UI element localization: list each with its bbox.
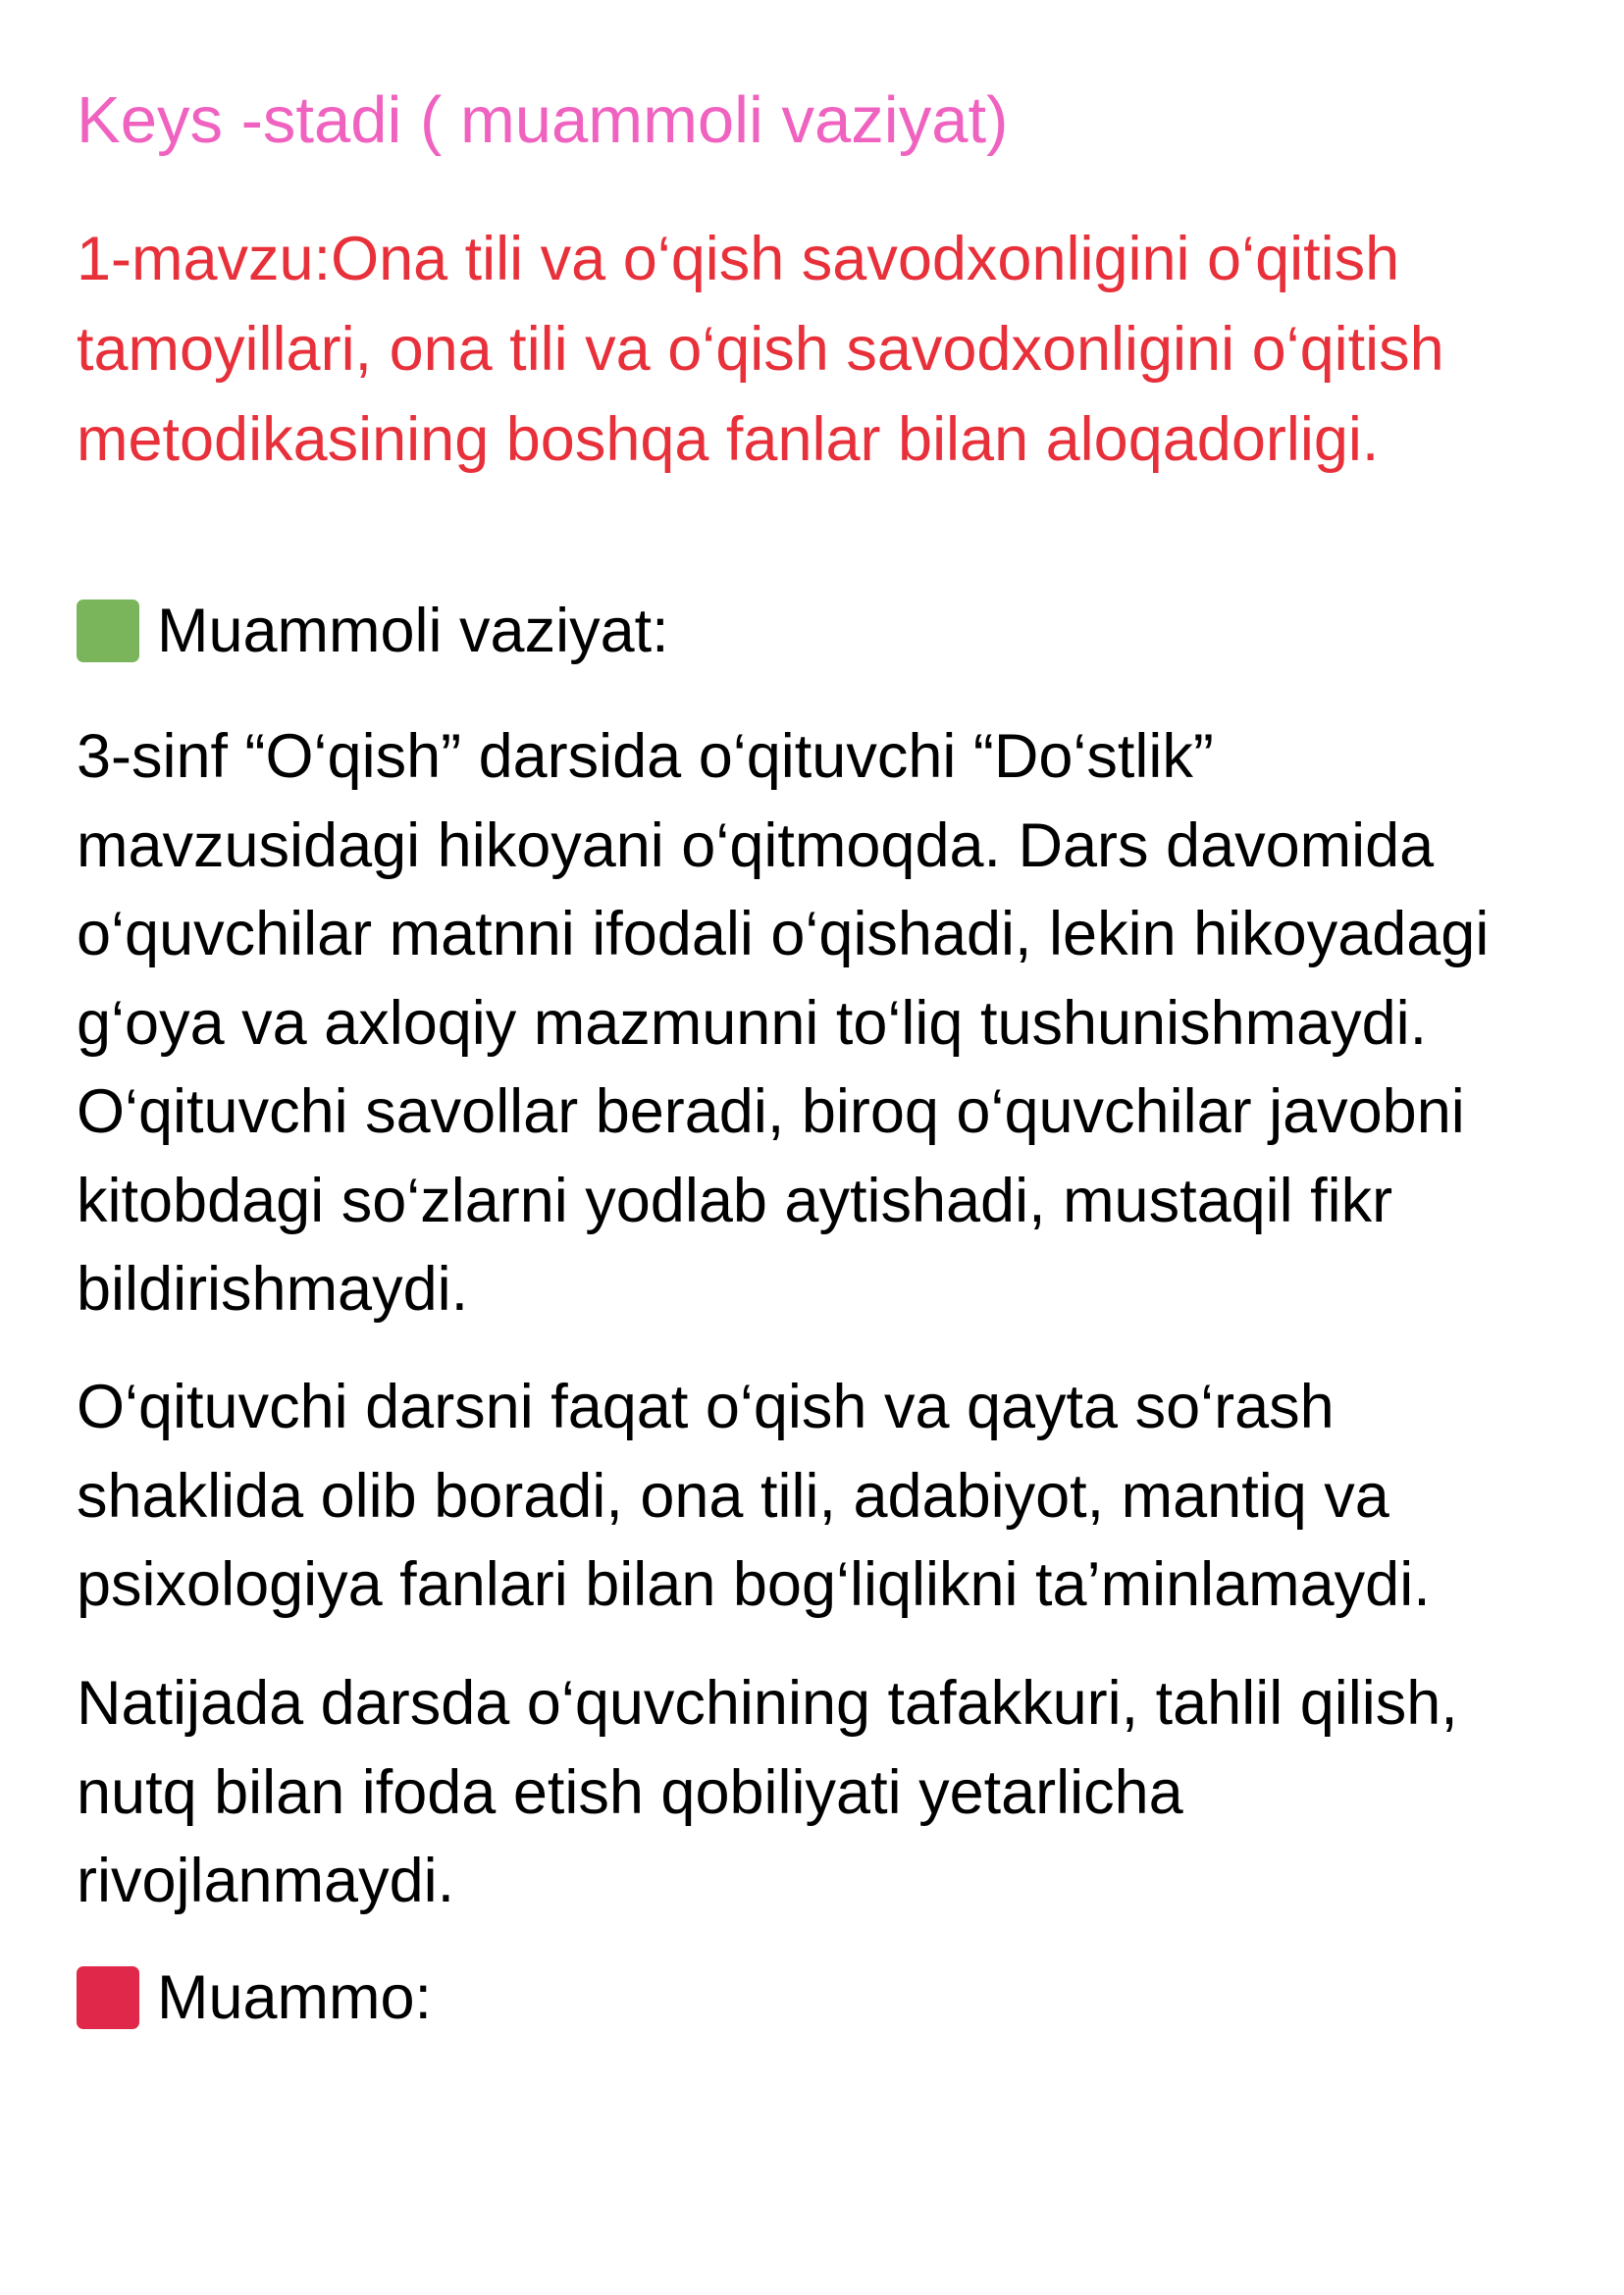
situation-heading-label: Muammoli vaziyat: — [157, 597, 669, 665]
paragraph-line: nutq bilan ifoda etish qobiliyati yetarlicha — [77, 1757, 1183, 1827]
problem-heading — [77, 1958, 432, 2037]
paragraph-line: 3-sinf “O‘qish” darsida o‘qituvchi “Do‘stlik” — [77, 722, 1214, 791]
paragraph-line: kitobdagi so‘zlarni yodlab aytishadi, mustaqil fikr — [77, 1166, 1393, 1235]
problem-heading-label: Muammo: — [157, 1963, 433, 2032]
red-square-icon — [77, 1966, 139, 2029]
paragraph-line: mavzusidagi hikoyani o‘qitmoqda. Dars davomida — [77, 810, 1435, 880]
paragraph-line: bildirishmaydi. — [77, 1255, 469, 1324]
situation-paragraph-2 — [77, 1363, 1568, 1630]
topic-heading — [77, 214, 1568, 485]
paragraph-line: rivojlanmaydi. — [77, 1847, 455, 1915]
situation-heading — [77, 592, 669, 670]
paragraph-line: Natijada darsda o‘quvchining tafakkuri, tahlil qilish, — [77, 1669, 1458, 1738]
paragraph-line: g‘oya va axloqiy mazmunni to‘liq tushunishmaydi. — [77, 988, 1428, 1058]
paragraph-line: psixologiya fanlari bilan bog‘liqlikni ta’minlamaydi. — [77, 1550, 1431, 1619]
topic-line: metodikasining boshqa fanlar bilan aloqadorligi. — [77, 405, 1380, 474]
topic-line: 1-mavzu:Ona tili va o‘qish savodxonligini o‘qitish — [77, 225, 1400, 293]
situation-paragraph-3 — [77, 1659, 1568, 1926]
paragraph-line: O‘qituvchi savollar beradi, biroq o‘quvchilar javobni — [77, 1077, 1465, 1146]
paragraph-line: o‘quvchilar matnni ifodali o‘qishadi, lekin hikoyadagi — [77, 900, 1490, 968]
paragraph-line: shaklida olib boradi, ona tili, adabiyot, mantiq va — [77, 1461, 1389, 1531]
situation-paragraph-1 — [77, 712, 1568, 1334]
page-title: Keys -stadi ( muammoli vaziyat) — [77, 83, 1009, 157]
topic-line: tamoyillari, ona tili va o‘qish savodxonligini o‘qitish — [77, 315, 1444, 384]
paragraph-line: O‘qituvchi darsni faqat o‘qish va qayta so‘rash — [77, 1373, 1335, 1441]
green-square-icon — [77, 600, 139, 662]
